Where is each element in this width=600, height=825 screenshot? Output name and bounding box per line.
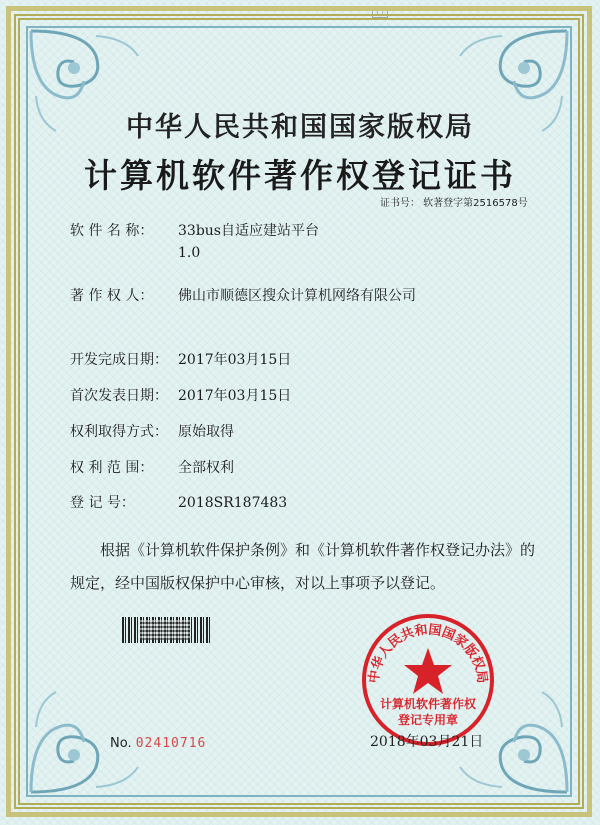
- star-icon: [404, 648, 452, 694]
- official-seal: [358, 610, 498, 750]
- serial-number: [110, 736, 206, 751]
- field-copyright-owner: [70, 285, 416, 305]
- field-value: 原始取得: [178, 424, 234, 440]
- field-software-name: [70, 220, 319, 264]
- field-label: 权 利 范 围：: [70, 460, 154, 476]
- field-value: 33bus自适应建站平台: [178, 223, 319, 239]
- issue-date: 2018年03月21日: [370, 734, 484, 750]
- field-label: 首次发表日期：: [70, 388, 168, 404]
- field-registration-number: [70, 492, 287, 512]
- field-acquisition-method: [70, 421, 234, 441]
- barcode-pattern: [140, 620, 190, 640]
- certificate-title: 计算机软件著作权登记证书: [84, 156, 516, 195]
- field-label: 权利取得方式：: [70, 424, 168, 440]
- statement-line-2: 规定，经中国版权保护中心审核，对以上事项予以登记。: [70, 574, 446, 592]
- field-rights-scope: [70, 457, 234, 477]
- field-label: 开发完成日期：: [70, 352, 168, 368]
- field-value: 2017年03月15日: [178, 352, 292, 368]
- scan-mark-icon: ◻: [372, 6, 388, 18]
- field-completion-date: [70, 349, 291, 369]
- field-value-version: 1.0: [178, 245, 201, 261]
- statement-line-1: 根据《计算机软件保护条例》和《计算机软件著作权登记办法》的: [100, 541, 536, 559]
- field-label: 著 作 权 人：: [70, 288, 154, 304]
- seal-line-2: 登记专用章: [397, 713, 458, 727]
- field-label: 登 记 号：: [70, 495, 135, 511]
- serial-prefix: No.: [110, 736, 132, 751]
- field-value: 佛山市顺德区搜众计算机网络有限公司: [178, 288, 416, 304]
- seal-line-1: 计算机软件著作权: [379, 697, 476, 711]
- field-publish-date: [70, 385, 291, 405]
- serial-value: 02410716: [135, 736, 207, 751]
- field-value: 2017年03月15日: [178, 388, 292, 404]
- field-value: 全部权利: [178, 460, 234, 476]
- seal-ring-text: 中华人民共和国国家版权局: [366, 622, 490, 685]
- certificate-number: 证书号： 软著登字第2516578号: [380, 198, 528, 209]
- field-value: 2018SR187483: [178, 495, 288, 511]
- field-label: 软 件 名 称：: [70, 223, 154, 239]
- issuer-title: 中华人民共和国国家版权局: [126, 112, 474, 143]
